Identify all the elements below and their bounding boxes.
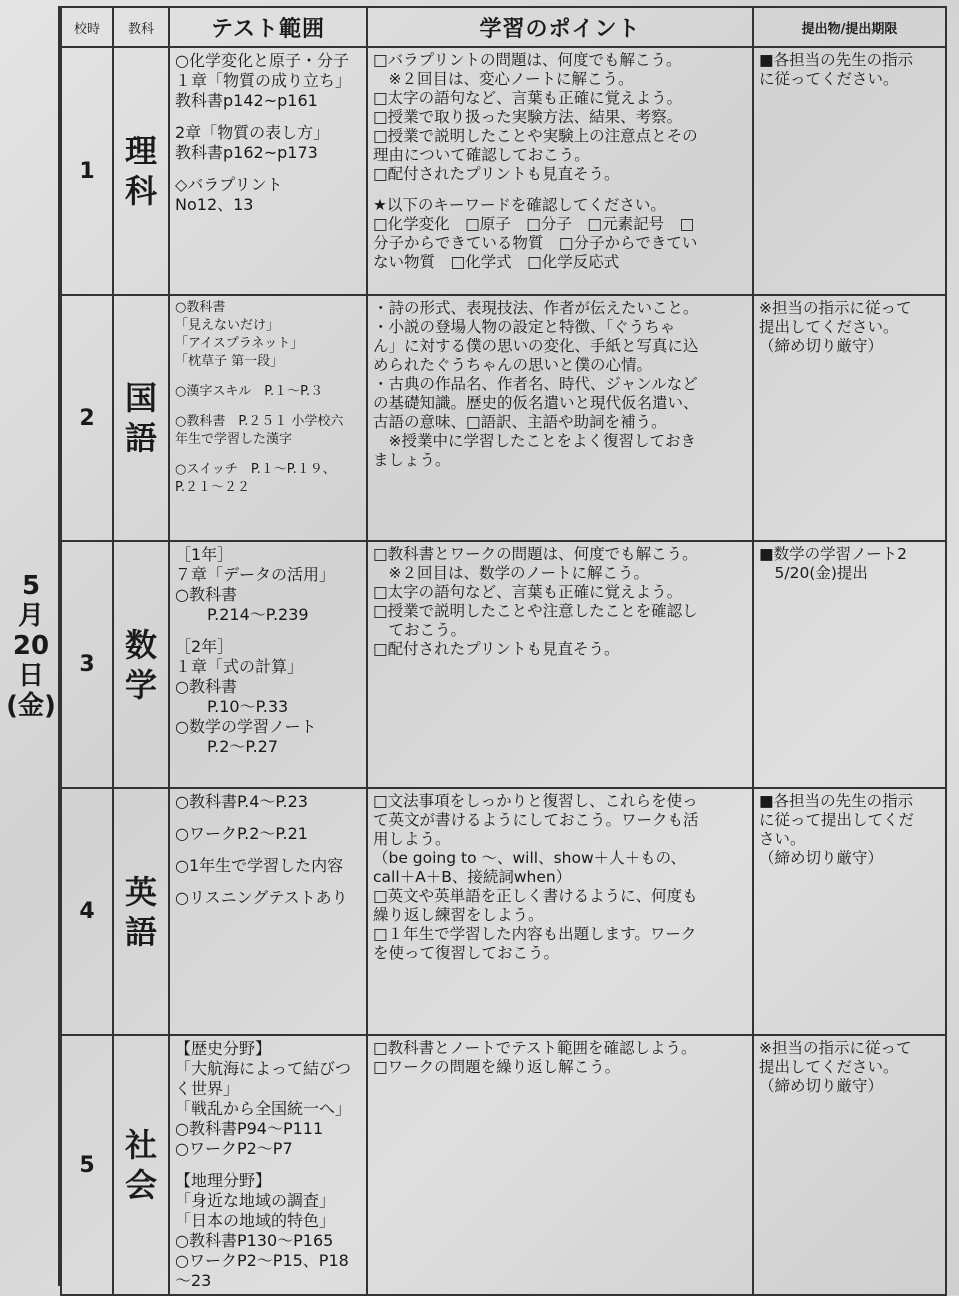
text-line: （締め切り厳守） (759, 849, 884, 867)
submission-cell (753, 1035, 946, 1295)
text-line: ※２回目は、変心ノートに解こう。 (373, 70, 634, 88)
text-line: （be going to ～、will、show＋人＋もの、 (373, 849, 687, 867)
text-line: ○リスニングテストあり (175, 888, 348, 907)
study-points-cell (367, 788, 753, 1035)
text-line: ○教科書 (175, 585, 237, 604)
text-line: ○1年生で学習した内容 (175, 856, 344, 875)
text-line: ◇バラプリント (175, 175, 283, 194)
subject-char: 語 (124, 912, 157, 951)
test-range-cell (169, 295, 367, 541)
text-line: 用しよう。 (373, 830, 451, 848)
date-char: (金) (6, 691, 56, 721)
spacer (175, 844, 361, 856)
date-char: 20 (12, 631, 50, 661)
text-line: □英文や英単語を正しく書けるように、何度も (373, 887, 698, 905)
text-line: ［1年］ (175, 545, 234, 564)
header-submission: 提出物/提出期限 (753, 7, 946, 47)
text-line: □バラプリントの問題は、何度でも解こう。 (373, 51, 682, 69)
test-range-cell (169, 788, 367, 1035)
subject-name (113, 295, 169, 541)
text-line: に従って提出してくだ (759, 811, 915, 829)
text-line: ・古典の作品名、作者名、時代、ジャンルなど (373, 375, 698, 393)
subject-char: 国 (124, 379, 157, 417)
table-row (61, 1035, 946, 1295)
table-row (61, 788, 946, 1035)
text-line: □教科書とノートでテスト範囲を確認しよう。 (373, 1039, 697, 1057)
text-line: ん」に対する僕の思いの変化、手紙と写真に込 (373, 337, 699, 355)
text-line: ７章「データの活用」 (175, 565, 336, 584)
header-subject: 教科 (113, 7, 169, 47)
text-line: ○化学変化と原子・分子 (175, 51, 349, 70)
header-period: 校時 (61, 7, 113, 47)
text-line: １章「物質の成り立ち」 (175, 71, 352, 90)
text-line: 提出してください。 (759, 1058, 899, 1076)
text-line: □文法事項をしっかりと復習し、これらを使っ (373, 792, 698, 810)
text-line: 2章「物質の表し方」 (175, 123, 330, 142)
text-line: 「戦乱から全国統一へ」 (175, 1099, 352, 1118)
subject-char: 学 (124, 665, 157, 704)
text-line: ・詩の形式、表現技法、作者が伝えたいこと。 (373, 299, 699, 317)
spacer (175, 111, 361, 123)
spacer (175, 625, 361, 637)
table-header-row (61, 7, 946, 47)
subject-char: 会 (124, 1166, 157, 1204)
table-row (61, 541, 946, 788)
text-line: に従ってください。 (759, 70, 899, 88)
text-line: 「日本の地域的特色」 (175, 1211, 336, 1230)
subject-char: 数 (124, 625, 157, 664)
period-number: 2 (61, 295, 113, 541)
study-points-cell (367, 47, 753, 295)
text-line: ○教科書P94～P111 (175, 1119, 324, 1138)
text-line: 【地理分野】 (175, 1171, 272, 1190)
date-char: 日 (17, 661, 44, 691)
text-line: □配付されたプリントも見直そう。 (373, 640, 620, 658)
text-line: を使って復習しておこう。 (373, 944, 560, 962)
subject-char: 社 (124, 1126, 157, 1164)
submission-cell (753, 788, 946, 1035)
text-line: ・小説の登場人物の設定と特徴、「ぐうちゃ (373, 318, 676, 336)
text-line: 「枕草子 第一段」 (175, 354, 284, 369)
study-points-cell (367, 295, 753, 541)
spacer (175, 163, 361, 175)
text-line: ※担当の指示に従って (759, 299, 912, 317)
exam-date (6, 571, 56, 721)
text-line: P.２１～２２ (175, 480, 250, 495)
header-study-points: 学習のポイント (367, 7, 753, 47)
text-line: 5/20(金)提出 (759, 564, 868, 582)
text-line: □１年生で学習した内容も出題します。ワーク (373, 925, 697, 943)
subject-char: 語 (124, 419, 157, 457)
text-line: 教科書p142~p161 (175, 91, 318, 110)
text-line: ○教科書 (175, 300, 226, 315)
spacer (175, 1159, 361, 1171)
text-line: P.10～P.33 (175, 697, 289, 716)
text-line: 「アイスプラネット」 (175, 336, 304, 351)
text-line: 教科書p162~p173 (175, 143, 318, 162)
text-line: ○数学の学習ノート (175, 717, 317, 736)
text-line: 理由について確認しておこう。 (373, 146, 590, 164)
text-line: ましょう。 (373, 451, 451, 469)
period-number: 4 (61, 788, 113, 1035)
text-line: P.214～P.239 (175, 605, 309, 624)
test-range-cell (169, 47, 367, 295)
spacer (175, 812, 361, 824)
text-line: ○教科書 P.２５１ 小学校六 (175, 414, 344, 429)
text-line: ○スイッチ P.１～P.１９、 (175, 462, 336, 477)
date-char: 5 (21, 571, 41, 601)
text-line: □太字の語句など、言葉も正確に覚えよう。 (373, 583, 683, 601)
text-line: ○ワークP2～P15、P18 (175, 1251, 349, 1270)
text-line: ～23 (175, 1271, 212, 1290)
period-number: 1 (61, 47, 113, 295)
text-line: 「大航海によって結びつ (175, 1059, 352, 1078)
text-line: □教科書とワークの問題は、何度でも解こう。 (373, 545, 698, 563)
spacer (175, 449, 361, 461)
text-line: 繰り返し練習をしよう。 (373, 906, 544, 924)
spacer (175, 401, 361, 413)
spacer (373, 184, 747, 196)
submission-cell (753, 541, 946, 788)
text-line: No12、13 (175, 195, 254, 214)
exam-schedule-table (60, 6, 947, 1296)
text-line: ○教科書P.4～P.23 (175, 792, 308, 811)
spacer (175, 371, 361, 383)
table-row (61, 47, 946, 295)
text-line: て英文が書けるようにしておこう。ワークも活 (373, 811, 699, 829)
text-line: 年生で学習した漢字 (175, 432, 293, 447)
exam-date-column (4, 6, 60, 1286)
text-line: ■数学の学習ノート2 (759, 545, 908, 563)
text-line: ておこう。 (373, 621, 467, 639)
text-line: さい。 (759, 830, 806, 848)
text-line: call＋A＋B、接続詞when） (373, 868, 572, 886)
text-line: ※担当の指示に従って (759, 1039, 912, 1057)
text-line: □授業で説明したことや注意したことを確認し (373, 602, 698, 620)
text-line: （締め切り厳守） (759, 1077, 884, 1095)
subject-name (113, 788, 169, 1035)
submission-cell (753, 295, 946, 541)
text-line: ○教科書 (175, 677, 237, 696)
text-line: ○教科書P130～P165 (175, 1231, 334, 1250)
text-line: ※２回目は、数学のノートに解こう。 (373, 564, 650, 582)
text-line: ★以下のキーワードを確認してください。 (373, 196, 666, 214)
text-line: □配付されたプリントも見直そう。 (373, 165, 620, 183)
period-number: 5 (61, 1035, 113, 1295)
text-line: ■各担当の先生の指示 (759, 51, 914, 69)
text-line: ■各担当の先生の指示 (759, 792, 914, 810)
text-line: □ワークの問題を繰り返し解こう。 (373, 1058, 621, 1076)
text-line: 分子からできている物質 □分子からできてい (373, 234, 698, 252)
text-line: ○ワークP2～P7 (175, 1139, 293, 1158)
subject-char: 英 (124, 872, 157, 911)
text-line: 提出してください。 (759, 318, 899, 336)
text-line: められたぐうちゃんの思いと僕の心情。 (373, 356, 653, 374)
text-line: （締め切り厳守） (759, 337, 884, 355)
subject-name (113, 47, 169, 295)
text-line: ない物質 □化学式 □化学反応式 (373, 253, 620, 271)
test-range-cell (169, 1035, 367, 1295)
header-test-range: テスト範囲 (169, 7, 367, 47)
text-line: □授業で取り扱った実験方法、結果、考察。 (373, 108, 683, 126)
text-line: ※授業中に学習したことをよく復習しておき (373, 432, 696, 450)
period-number: 3 (61, 541, 113, 788)
text-line: 「身近な地域の調査」 (175, 1191, 336, 1210)
text-line: 【歴史分野】 (175, 1039, 272, 1058)
text-line: く世界」 (175, 1079, 240, 1098)
subject-char: 理 (124, 132, 157, 170)
submission-cell (753, 47, 946, 295)
text-line: □化学変化 □原子 □分子 □元素記号 □ (373, 215, 695, 233)
study-points-cell (367, 541, 753, 788)
subject-name (113, 1035, 169, 1295)
text-line: 「見えないだけ」 (175, 318, 280, 333)
text-line: □太字の語句など、言葉も正確に覚えよう。 (373, 89, 683, 107)
text-line: ○ワークP.2～P.21 (175, 824, 308, 843)
text-line: 古語の意味、□語訳、主語や助詞を補う。 (373, 413, 667, 431)
text-line: P.2～P.27 (175, 737, 279, 756)
text-line: １章「式の計算」 (175, 657, 304, 676)
subject-char: 科 (124, 172, 157, 210)
table-row (61, 295, 946, 541)
text-line: ○漢字スキル P.１～P.３ (175, 384, 324, 399)
test-range-cell (169, 541, 367, 788)
text-line: □授業で説明したことや実験上の注意点とその (373, 127, 698, 145)
date-char: 月 (17, 601, 44, 631)
subject-name (113, 541, 169, 788)
study-points-cell (367, 1035, 753, 1295)
text-line: ［2年］ (175, 637, 234, 656)
spacer (175, 876, 361, 888)
text-line: の基礎知識。歴史的仮名遣いと現代仮名遣い、 (373, 394, 699, 412)
